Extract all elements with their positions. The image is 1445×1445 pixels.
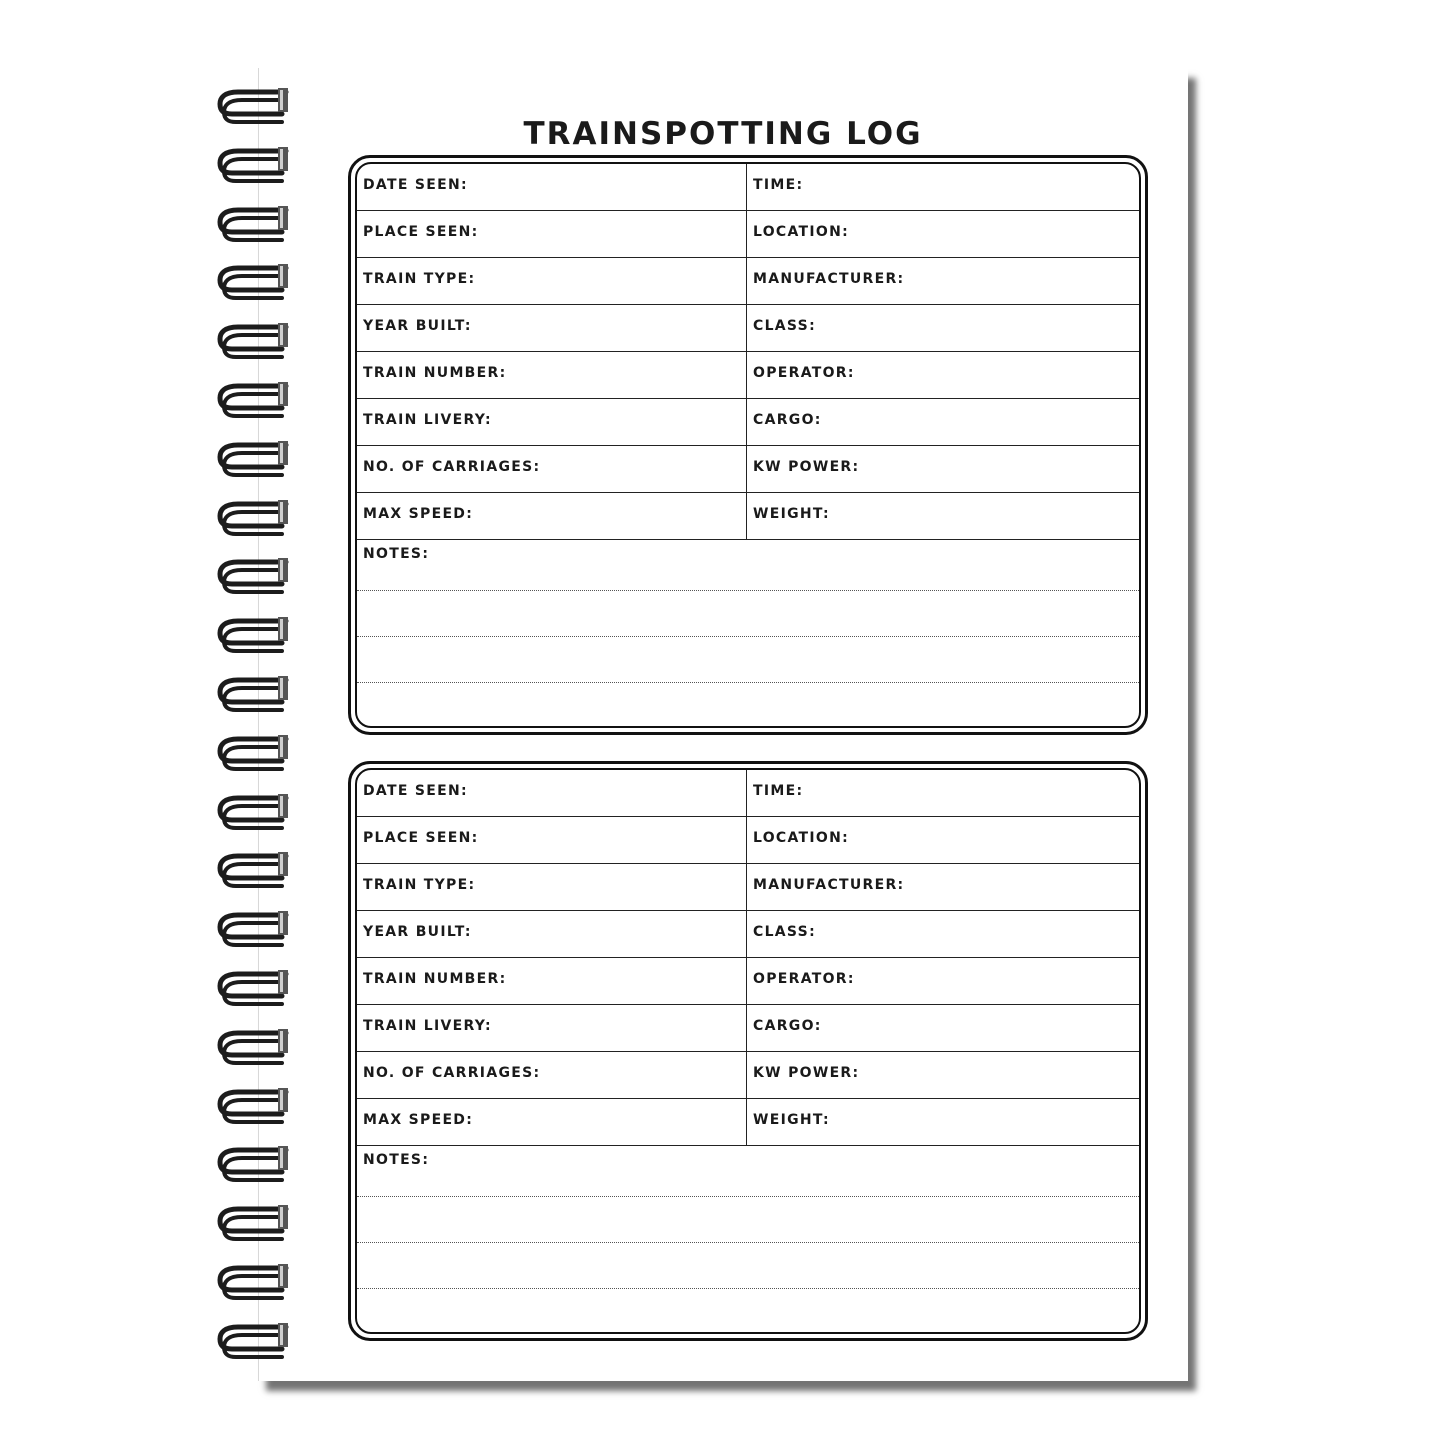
log-entry-form-2 xyxy=(348,761,1148,1341)
spiral-coil-icon xyxy=(216,378,296,422)
field-manufacturer[interactable]: MANUFACTURER: xyxy=(753,877,905,893)
spiral-coil-icon xyxy=(216,790,296,834)
spiral-coil-icon xyxy=(216,966,296,1010)
field-location[interactable]: LOCATION: xyxy=(753,224,850,240)
field-row xyxy=(357,305,1139,352)
field-operator[interactable]: OPERATOR: xyxy=(753,365,855,381)
notes-label: NOTES: xyxy=(363,1152,430,1168)
field-train-livery[interactable]: TRAIN LIVERY: xyxy=(357,399,747,445)
field-manufacturer[interactable]: MANUFACTURER: xyxy=(753,271,905,287)
field-time[interactable]: TIME: xyxy=(753,783,804,799)
field-row xyxy=(357,864,1139,911)
field-kw-power[interactable]: KW POWER: xyxy=(753,1065,860,1081)
field-row xyxy=(357,1052,1139,1099)
field-train-number[interactable]: TRAIN NUMBER: xyxy=(357,958,747,1004)
field-weight[interactable]: WEIGHT: xyxy=(753,1112,830,1128)
note-line[interactable] xyxy=(357,636,1139,682)
spiral-coil-icon xyxy=(216,260,296,304)
field-max-speed[interactable]: MAX SPEED: xyxy=(357,493,747,539)
spiral-coil-icon xyxy=(216,907,296,951)
log-entry-frame xyxy=(355,768,1141,1334)
field-train-livery[interactable]: TRAIN LIVERY: xyxy=(357,1005,747,1051)
spiral-coil-icon xyxy=(216,202,296,246)
field-no-of-carriages[interactable]: NO. OF CARRIAGES: xyxy=(357,446,747,492)
note-line[interactable] xyxy=(357,1288,1139,1334)
notes-area[interactable] xyxy=(357,540,1139,728)
spiral-coil-icon xyxy=(216,1201,296,1245)
field-row xyxy=(357,164,1139,211)
field-row xyxy=(357,911,1139,958)
field-no-of-carriages[interactable]: NO. OF CARRIAGES: xyxy=(357,1052,747,1098)
spiral-coil-icon xyxy=(216,496,296,540)
notes-area[interactable] xyxy=(357,1146,1139,1334)
field-year-built[interactable]: YEAR BUILT: xyxy=(357,305,747,351)
spiral-coil-icon xyxy=(216,319,296,363)
field-cargo[interactable]: CARGO: xyxy=(753,412,822,428)
field-date-seen[interactable]: DATE SEEN: xyxy=(357,164,747,210)
notes-label: NOTES: xyxy=(363,546,430,562)
field-year-built[interactable]: YEAR BUILT: xyxy=(357,911,747,957)
field-operator[interactable]: OPERATOR: xyxy=(753,971,855,987)
spiral-coil-icon xyxy=(216,613,296,657)
field-row xyxy=(357,770,1139,817)
field-weight[interactable]: WEIGHT: xyxy=(753,506,830,522)
spiral-coil-icon xyxy=(216,554,296,598)
field-class[interactable]: CLASS: xyxy=(753,924,816,940)
field-train-type[interactable]: TRAIN TYPE: xyxy=(357,258,747,304)
field-place-seen[interactable]: PLACE SEEN: xyxy=(357,211,747,257)
note-line[interactable] xyxy=(357,682,1139,728)
note-line[interactable] xyxy=(357,1242,1139,1288)
spiral-coil-icon xyxy=(216,1319,296,1363)
field-max-speed[interactable]: MAX SPEED: xyxy=(357,1099,747,1145)
spiral-coil-icon xyxy=(216,437,296,481)
field-row xyxy=(357,446,1139,493)
field-train-number[interactable]: TRAIN NUMBER: xyxy=(357,352,747,398)
field-row xyxy=(357,258,1139,305)
spiral-coil-icon xyxy=(216,848,296,892)
spiral-coil-icon xyxy=(216,672,296,716)
field-row xyxy=(357,493,1139,540)
field-kw-power[interactable]: KW POWER: xyxy=(753,459,860,475)
field-row xyxy=(357,1099,1139,1146)
field-location[interactable]: LOCATION: xyxy=(753,830,850,846)
field-row xyxy=(357,352,1139,399)
field-place-seen[interactable]: PLACE SEEN: xyxy=(357,817,747,863)
log-entry-form-1 xyxy=(348,155,1148,735)
field-cargo[interactable]: CARGO: xyxy=(753,1018,822,1034)
field-row xyxy=(357,817,1139,864)
spiral-coil-icon xyxy=(216,1084,296,1128)
note-line[interactable] xyxy=(357,1196,1139,1242)
field-row xyxy=(357,958,1139,1005)
field-row xyxy=(357,399,1139,446)
log-entry-frame xyxy=(355,162,1141,728)
field-class[interactable]: CLASS: xyxy=(753,318,816,334)
note-line[interactable] xyxy=(357,590,1139,636)
spiral-coil-icon xyxy=(216,1142,296,1186)
field-time[interactable]: TIME: xyxy=(753,177,804,193)
field-row xyxy=(357,1005,1139,1052)
spiral-coil-icon xyxy=(216,1260,296,1304)
page-title: TRAINSPOTTING LOG xyxy=(523,116,923,152)
field-date-seen[interactable]: DATE SEEN: xyxy=(357,770,747,816)
field-train-type[interactable]: TRAIN TYPE: xyxy=(357,864,747,910)
spiral-coil-icon xyxy=(216,1025,296,1069)
spiral-coil-icon xyxy=(216,731,296,775)
field-row xyxy=(357,211,1139,258)
